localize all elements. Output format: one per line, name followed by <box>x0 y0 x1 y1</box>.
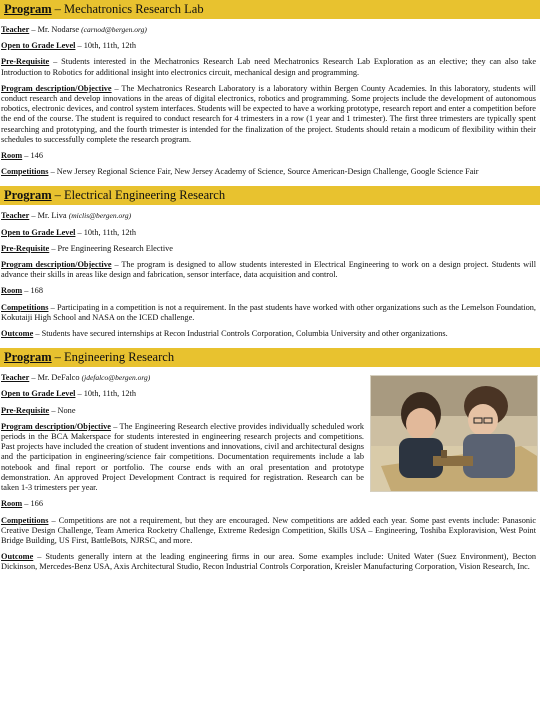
room-line: Room – 168 <box>1 286 43 296</box>
program-title: Electrical Engineering Research <box>64 188 226 203</box>
teacher-line: Teacher – Mr. Liva (miclis@bergen.org) <box>1 211 132 221</box>
grade-line: Open to Grade Level – 10th, 11th, 12th <box>1 227 136 237</box>
outcome-paragraph: Outcome – Students have secured internships at Recon Industrial Controls Corporation, Columbia University and other organizations. <box>1 329 448 339</box>
description-paragraph: Program description/Objective – The Mechatronics Research Laboratory is a laboratory within Bergen County Academies. In this laboratory, students will conduct research and develop innovations in the areas of digital electronics, robotics and programming. Some projects include the development of autonomous robotics, electronic devices, and control system interfaces. Students will be expected to have a working prototype, research report and enter a competition before the end of the course. The student is required to conduct research for 4 trimesters in a row (1 year and 1 trimester). The first three trimesters are typically spent researching and prototyping, and the fourth trimester is intended for the finalization of the project. Students should retain a modicum of flexibility within their schedules to successfully complete the research program. <box>1 83 536 144</box>
program-label: Program <box>4 2 52 16</box>
program-header-engineering: Program – Engineering Research <box>0 348 540 367</box>
program-title: Engineering Research <box>64 350 175 365</box>
description-paragraph: Program description/Objective – The program is designed to allow students interested in Electrical Engineering to work on a design project. Students will advance their skills in areas like design and fabrication, sensor interface, data acquisition and control. <box>1 260 536 280</box>
program-label: Program <box>4 188 52 203</box>
prereq-line: Pre-Requisite – None <box>1 405 76 415</box>
teacher-line: Teacher – Mr. DeFalco (jdefalco@bergen.org) <box>1 373 151 383</box>
program-header-electrical: Program – Electrical Engineering Research <box>0 186 540 205</box>
prereq-line: Pre-Requisite – Students interested in the Mechatronics Research Lab need Mechatronics Research Lab Exploration as an elective; they can also take Introduction to Robotics for additional insight into electronics circuit, mechanical design and programming. <box>1 57 537 77</box>
teacher-line: Teacher – Mr. Nodarse (carnod@bergen.org) <box>1 25 147 34</box>
room-line: Room – 166 <box>1 499 43 509</box>
competitions-paragraph: Competitions – Participating in a competition is not a requirement. In the past students have worked with other organizations such as the Lemelson Foundation, Kokutaiji High School and NASA on the ICED challenge. <box>1 302 536 322</box>
program-label: Program <box>4 350 52 365</box>
program-title: Mechatronics Research Lab <box>64 2 204 16</box>
students-photo-illustration <box>371 376 537 491</box>
competitions-paragraph: Competitions – New Jersey Regional Science Fair, New Jersey Academy of Science, Source American-Design Challenge, Google Science Fair <box>1 167 479 177</box>
students-working-photo <box>370 375 538 492</box>
room-line: Room – 146 <box>1 151 43 161</box>
grade-line: Open to Grade Level – 10th, 11th, 12th <box>1 389 136 399</box>
prereq-line: Pre-Requisite – Pre Engineering Research Elective <box>1 243 173 253</box>
outcome-paragraph: Outcome – Students generally intern at the leading engineering firms in our area. Some examples include: United Water (Suez Environment), Becton Dickinson, Mercedes-Benz USA, Axis Architectural Studio, Recon Industrial Controls Corporation, Kreisler Manufacturing Corporation, Vision Research, Inc. <box>1 552 536 572</box>
grade-line: Open to Grade Level – 10th, 11th, 12th <box>1 41 136 51</box>
description-paragraph: Program description/Objective – The Engineering Research elective provides individually scheduled work periods in the BCA Makerspace for students interested in engineering research projects and competitions. Past projects have included the creation of student inventions and innovations, civil and architectural designs and the participation in engineering/science fair competitions. Documentation requirements include a lab notebook and final report or portfolio. The course ends with an oral presentation and prototype demonstration. An approved Project Development Contract is required for registration. Research can be taken 1-3 trimesters per year. <box>1 421 364 493</box>
program-header-mechatronics: Program – Mechatronics Research Lab <box>0 0 540 19</box>
competitions-paragraph: Competitions – Competitions are not a requirement, but they are encouraged. New competitions are added each year. Some past events include: Panasonic Creative Design Challenge, Team America Rocketry Challenge, Extreme Redesign Competition, Skills USA – Engineering, Toshiba Exploravision, West Point Bridge Building, US First, BattleBots, NJRSC, and more. <box>1 515 537 545</box>
